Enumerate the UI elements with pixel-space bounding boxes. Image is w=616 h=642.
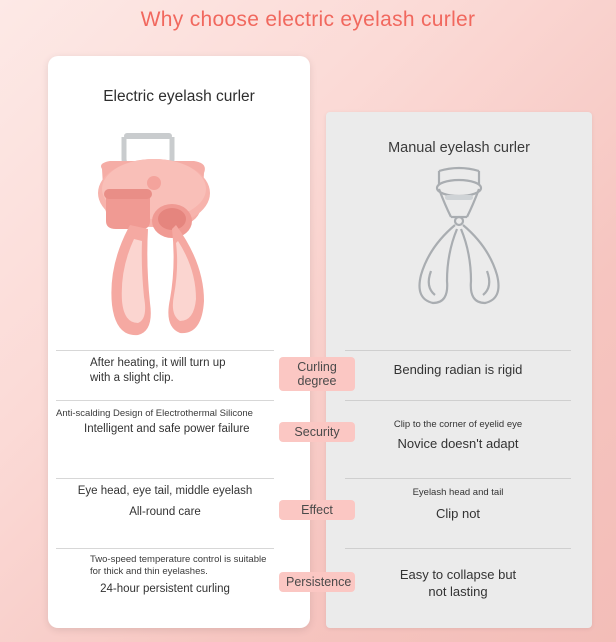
- electric-feature-persistence: Two-speed temperature control is suitable for thick and thin eyelashes. 24-hour persistent curling: [90, 554, 267, 595]
- compare-label-security: Security: [279, 422, 355, 442]
- electric-feature-effect: Eye head, eye tail, middle eyelash All-round care: [77, 485, 253, 518]
- manual-eyelash-curler-image: [395, 165, 525, 315]
- divider: [345, 478, 571, 479]
- divider: [345, 400, 571, 401]
- electric-panel-heading: Electric eyelash curler: [103, 88, 255, 105]
- compare-label-curling-degree: Curling degree: [279, 357, 355, 391]
- electric-eyelash-curler-image: [62, 125, 272, 340]
- manual-panel-heading: Manual eyelash curler: [388, 140, 530, 156]
- manual-feature-persistence: Easy to collapse but not lasting: [399, 567, 517, 599]
- compare-label-persistence: Persistence: [279, 572, 355, 592]
- page-title: Why choose electric eyelash curler: [140, 8, 476, 31]
- electric-feature-security: Anti-scalding Design of Electrothermal Silicone Intelligent and safe power failure: [56, 408, 253, 435]
- divider: [56, 350, 274, 351]
- manual-feature-curling-degree: Bending radian is rigid: [393, 362, 523, 377]
- divider: [345, 350, 571, 351]
- divider: [56, 400, 274, 401]
- divider: [345, 548, 571, 549]
- compare-label-effect: Effect: [279, 500, 355, 520]
- manual-feature-security: Clip to the corner of eyelid eye Novice doesn't adapt: [393, 419, 523, 451]
- divider: [56, 548, 274, 549]
- manual-feature-effect: Eyelash head and tail Clip not: [412, 487, 504, 521]
- electric-feature-curling-degree: After heating, it will turn up with a slight clip.: [90, 357, 226, 384]
- divider: [56, 478, 274, 479]
